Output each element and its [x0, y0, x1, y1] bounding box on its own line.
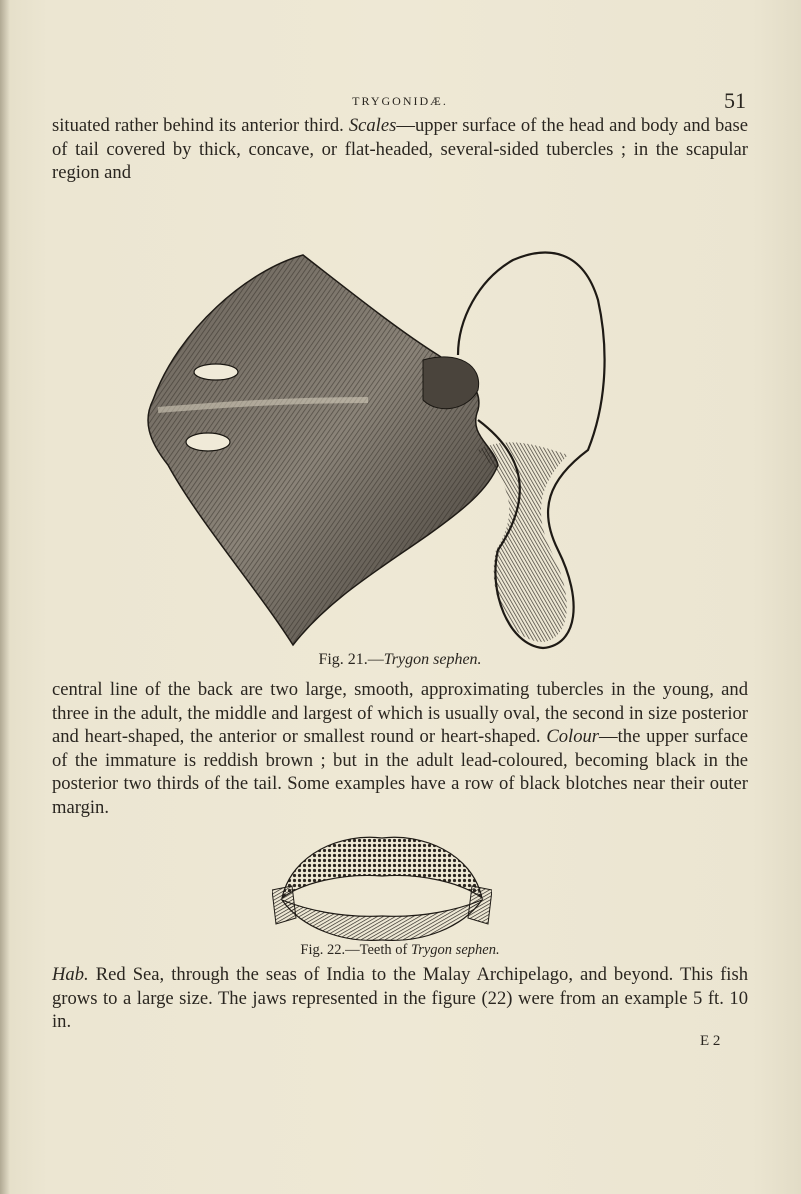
paragraph-scales-text: [52, 114, 748, 185]
paragraph-habitat: [52, 963, 748, 1034]
paragraph-tubercles-body: central line of the back are two large, smooth, approximating tubercles in the young, and three in the adult, the middle and largest of which is usually oval, the second in size posterior and heart-shaped, the anterior or smallest round or heart-shaped.: [52, 679, 748, 747]
trygon-sephen-teeth-figure: [272, 828, 492, 946]
habitat-label: Hab.: [52, 964, 89, 985]
paragraph-habitat-body: Red Sea, through the seas of India to the Malay Archipelago, and beyond. This fish grows to a large size. The jaws represented in the figure (22) were from an example 5 ft. 10 in.: [52, 964, 748, 1032]
figure-21-caption-prefix: Fig. 21.—: [318, 651, 384, 668]
running-head: TRYGONIDÆ.: [352, 94, 448, 108]
trygon-sephen-figure: [138, 250, 618, 670]
figure-21-caption-species: Trygon sephen.: [383, 651, 482, 668]
gutter-shadow: [0, 0, 10, 1194]
page-header: [52, 88, 748, 112]
scales-label: Scales: [348, 115, 397, 136]
ray-eye-lower: [186, 433, 230, 451]
paragraph-scales-lead: situated rather behind its anterior third.: [52, 115, 349, 136]
lower-jaw: [282, 900, 482, 940]
jaw-left-joint: [272, 886, 296, 924]
figure-21-caption: [52, 651, 748, 669]
signature-mark: E 2: [700, 1033, 721, 1049]
paragraph-scales: [52, 114, 748, 185]
page-number: 51: [724, 88, 746, 113]
upper-jaw: [282, 837, 482, 898]
paragraph-tubercles-colour-text: [52, 678, 748, 819]
paragraph-tubercles-colour: [52, 678, 748, 819]
colour-label: Colour: [546, 726, 600, 747]
paragraph-habitat-text: [52, 963, 748, 1034]
paragraph-scales-body: —upper surface of the head and body and base of tail covered by thick, concave, or flat-headed, several-sided tubercles ; in the scapular region and: [52, 115, 749, 183]
paragraph-colour-body: —the upper surface of the immature is reddish brown ; but in the adult lead-coloured, becoming black in the posterior two thirds of the tail. Some examples have a row of black blotches near their outer margin.: [52, 726, 748, 818]
ray-eye-upper: [194, 364, 238, 380]
figure-22-caption: [52, 942, 748, 959]
jaw-right-joint: [468, 886, 492, 924]
figure-22-caption-species: Trygon sephen.: [410, 942, 500, 958]
figure-22-caption-prefix: Fig. 22.—Teeth of: [300, 942, 411, 958]
